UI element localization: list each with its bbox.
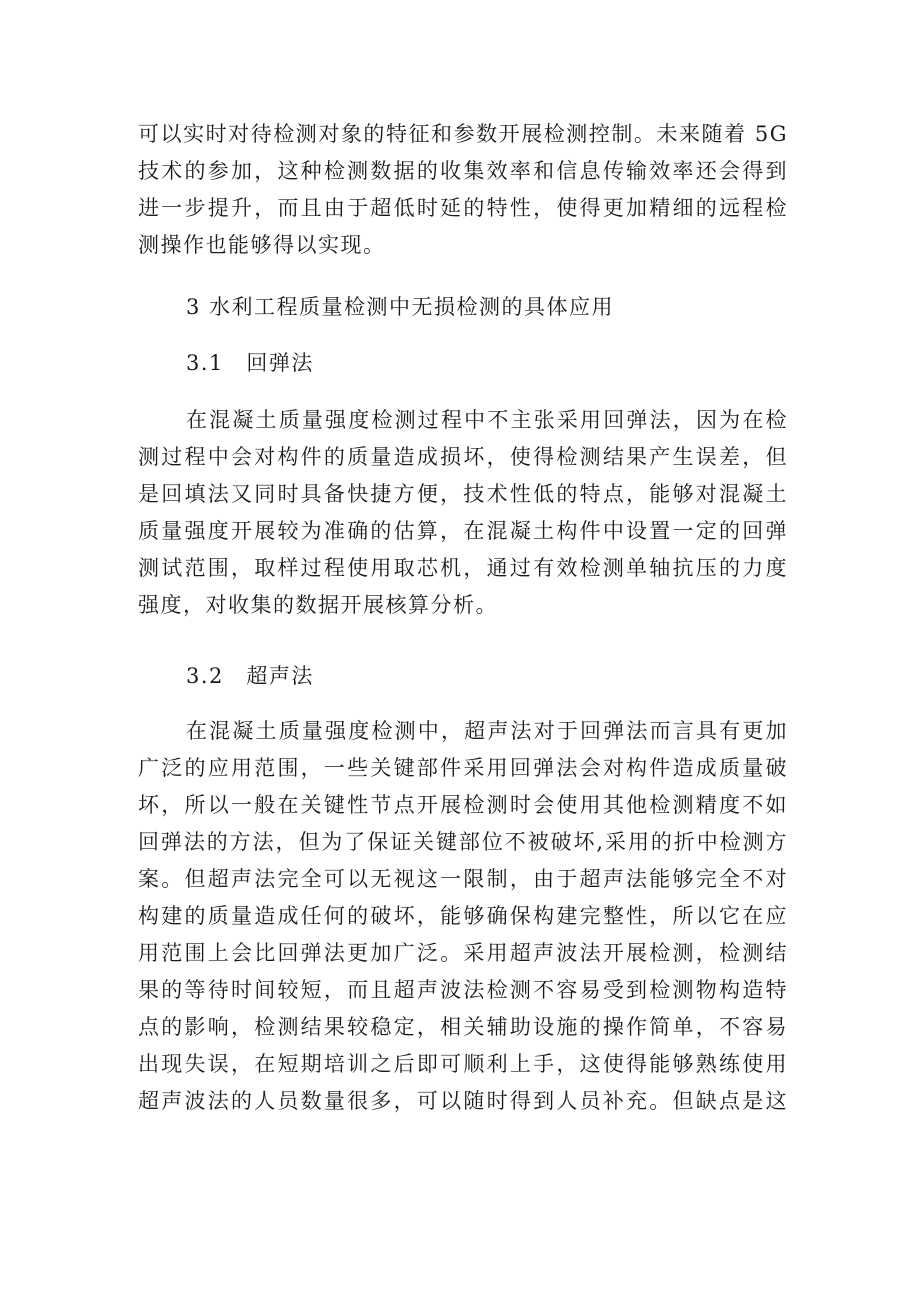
text-line: 点的影响，检测结果较稳定，相关辅助设施的操作简单，不容易	[138, 1015, 788, 1039]
text-line: 果的等待时间较短，而且超声波法检测不容易受到检测物构造特	[138, 978, 788, 1002]
subsection-heading-3-2: 3.2 超声法	[186, 664, 314, 688]
text-line: 是回填法又同时具备快捷方便，技术性低的特点，能够对混凝土	[138, 482, 788, 506]
text-line: 出现失误，在短期培训之后即可顺利上手，这使得能够熟练使用	[138, 1052, 788, 1076]
text-line: 质量强度开展较为准确的估算，在混凝土构件中设置一定的回弹	[138, 519, 788, 543]
text-line: 在混凝土质量强度检测过程中不主张采用回弹法，因为在检	[186, 408, 788, 432]
text-line: 技术的参加，这种检测数据的收集效率和信息传输效率还会得到	[138, 159, 788, 183]
text-line: 坏，所以一般在关键性节点开展检测时会使用其他检测精度不如	[138, 793, 788, 817]
text-line: 可以实时对待检测对象的特征和参数开展检测控制。未来随着 5G	[138, 122, 788, 146]
text-line: 广泛的应用范围，一些关键部件采用回弹法会对构件造成质量破	[138, 756, 788, 780]
text-line: 构建的质量造成任何的破坏，能够确保构建完整性，所以它在应	[138, 904, 788, 928]
text-line: 案。但超声法完全可以无视这一限制，由于超声法能够完全不对	[138, 867, 788, 891]
text-line: 在混凝土质量强度检测中，超声法对于回弹法而言具有更加	[186, 719, 788, 743]
text-line: 测过程中会对构件的质量造成损坏，使得检测结果产生误差，但	[138, 445, 788, 469]
section-heading: 3 水利工程质量检测中无损检测的具体应用	[186, 295, 615, 319]
text-line: 强度，对收集的数据开展核算分析。	[138, 593, 498, 617]
text-line: 用范围上会比回弹法更加广泛。采用超声波法开展检测，检测结	[138, 941, 788, 965]
text-line: 测试范围，取样过程使用取芯机，通过有效检测单轴抗压的力度	[138, 556, 788, 580]
text-line: 回弹法的方法，但为了保证关键部位不被破坏,采用的折中检测方	[138, 830, 788, 854]
text-line: 测操作也能够得以实现。	[138, 233, 386, 257]
subsection-heading-3-1: 3.1 回弹法	[186, 351, 314, 375]
text-line: 进一步提升，而且由于超低时延的特性，使得更加精细的远程检	[138, 196, 788, 220]
text-line: 超声波法的人员数量很多，可以随时得到人员补充。但缺点是这	[138, 1089, 788, 1113]
